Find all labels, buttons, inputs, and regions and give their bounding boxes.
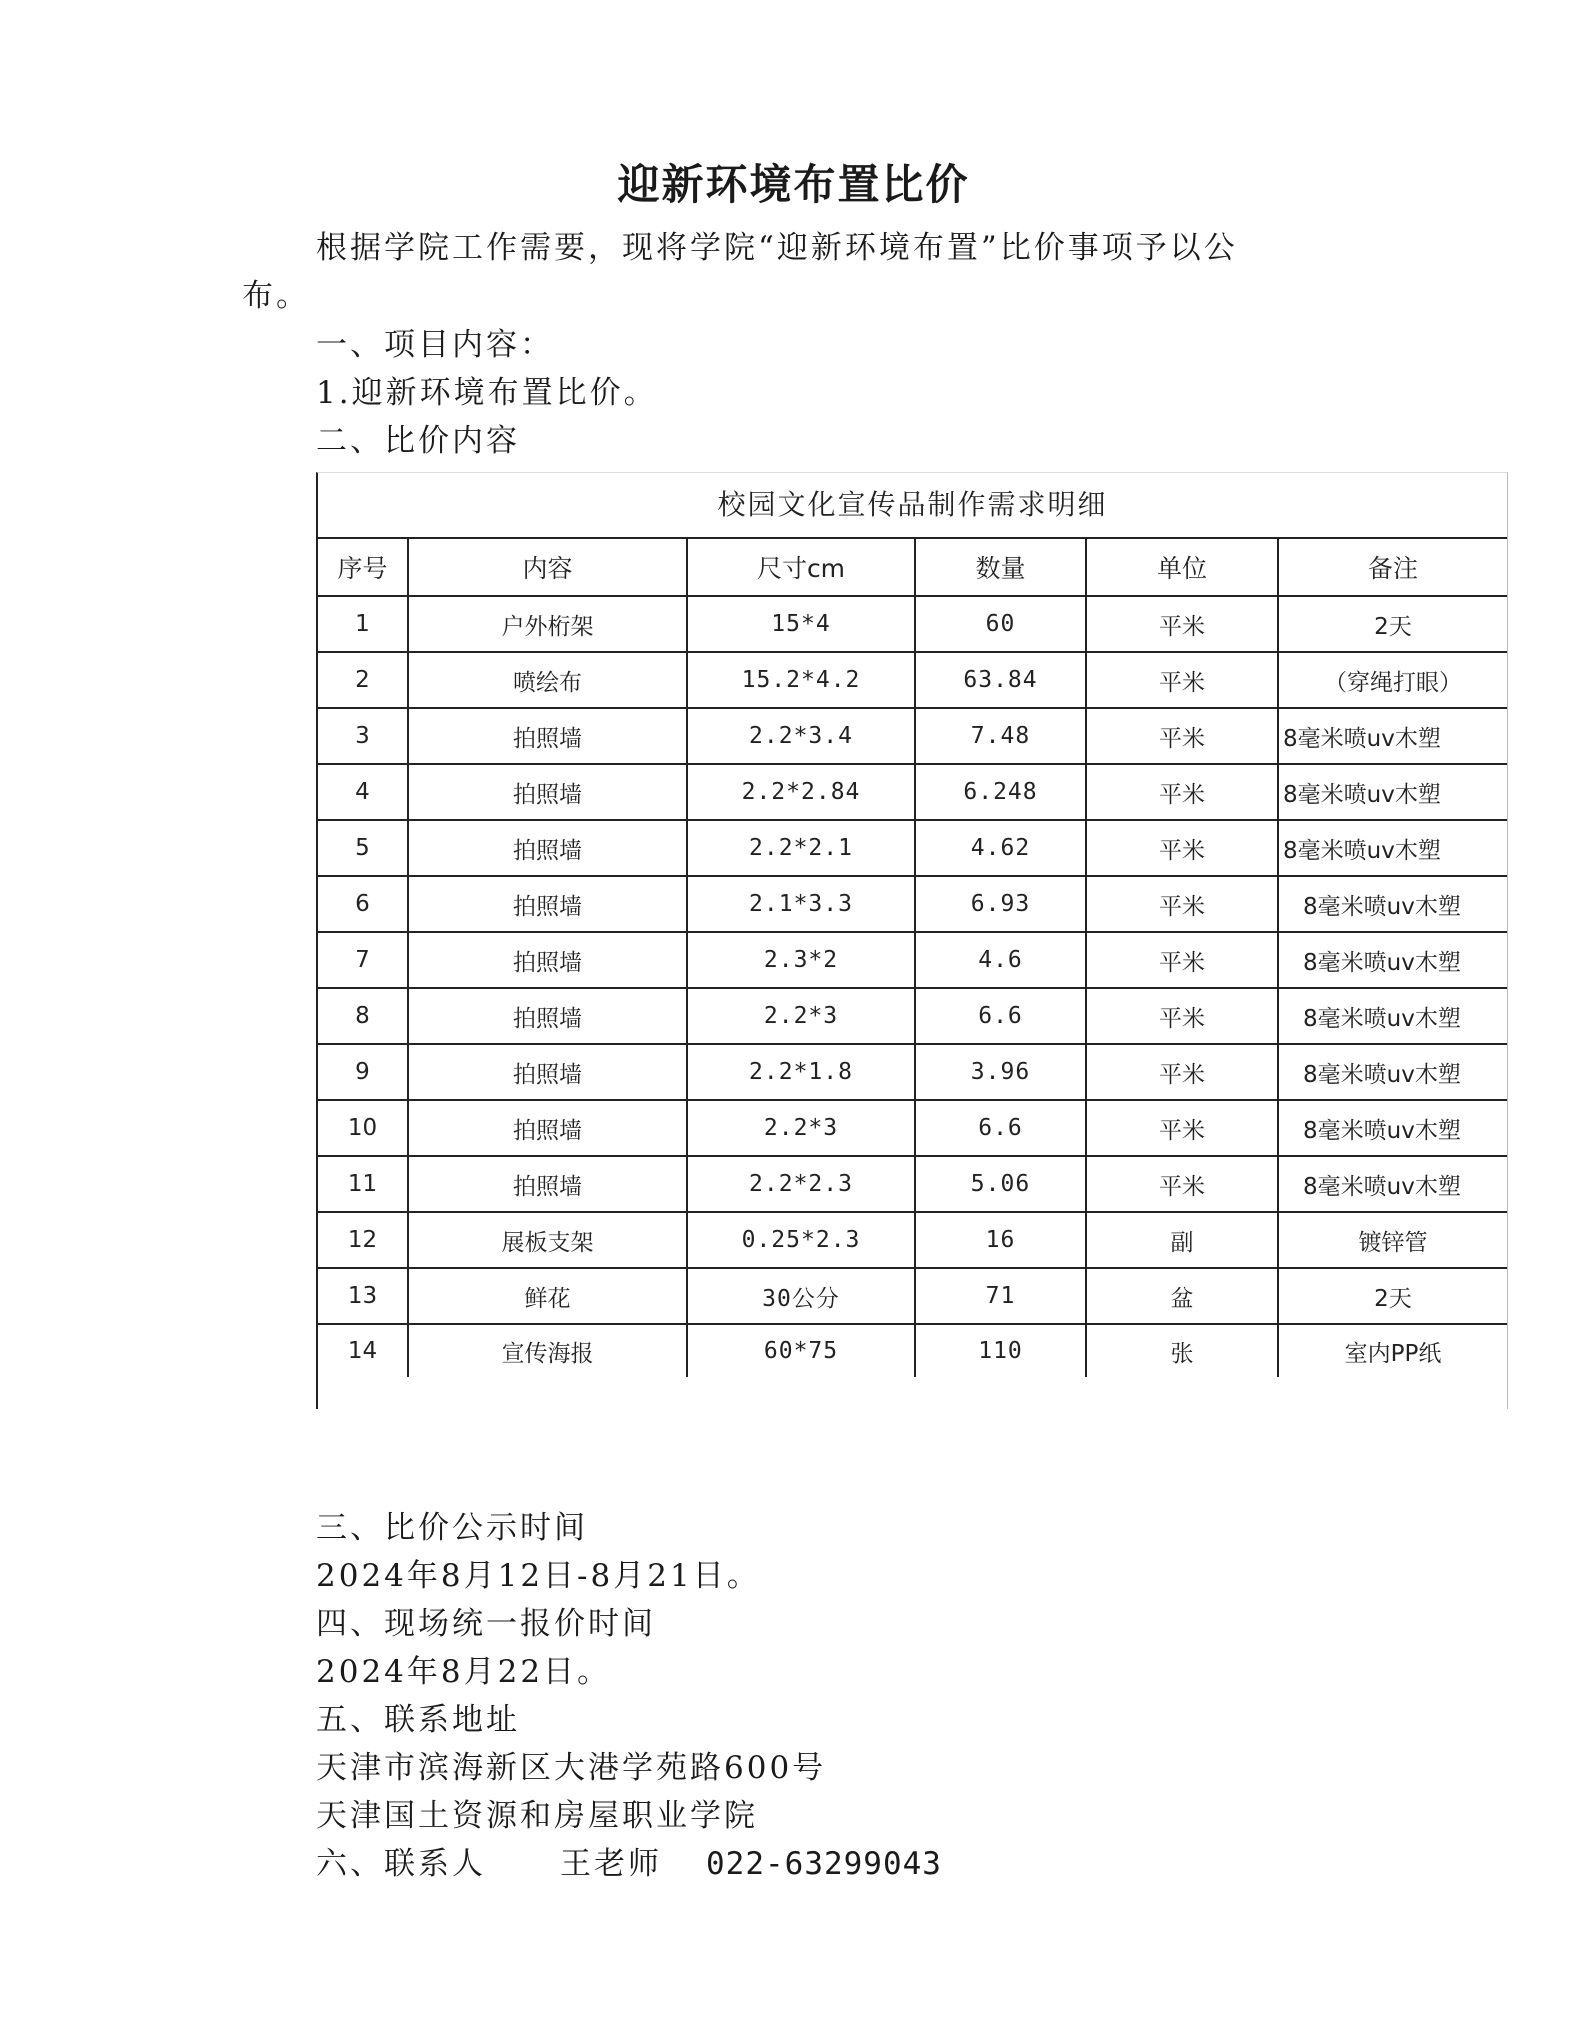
- section4-heading: 四、现场统一报价时间: [316, 1606, 656, 1642]
- cell-size: 2.2*3: [687, 1100, 915, 1156]
- cell-quantity: 60: [915, 596, 1086, 652]
- cell-index: 2: [318, 652, 408, 708]
- intro-paragraph-line2: 布。: [242, 278, 310, 314]
- table-row: [318, 1044, 1507, 1100]
- section2-heading: 二、比价内容: [316, 423, 520, 459]
- cell-remark: 镀锌管: [1278, 1212, 1507, 1268]
- table-header-row: [318, 539, 1507, 596]
- cell-remark: 8毫米喷uv木塑: [1278, 988, 1507, 1044]
- cell-index: 5: [318, 820, 408, 876]
- table-row: [318, 1156, 1507, 1212]
- cell-quantity: 5.06: [915, 1156, 1086, 1212]
- cell-content: 宣传海报: [408, 1324, 687, 1377]
- table-title: 校园文化宣传品制作需求明细: [318, 473, 1507, 539]
- table-row: [318, 1324, 1507, 1377]
- table-row: [318, 820, 1507, 876]
- cell-remark: 8毫米喷uv木塑: [1278, 1100, 1507, 1156]
- cell-size: 2.2*1.8: [687, 1044, 915, 1100]
- cell-size: 2.2*2.84: [687, 764, 915, 820]
- contact-phone: 022-63299043: [706, 1846, 942, 1882]
- cell-quantity: 7.48: [915, 708, 1086, 764]
- table-row: [318, 1268, 1507, 1324]
- cell-content: 鲜花: [408, 1268, 687, 1324]
- cell-remark: 2天: [1278, 1268, 1507, 1324]
- cell-content: 展板支架: [408, 1212, 687, 1268]
- cell-quantity: 4.62: [915, 820, 1086, 876]
- cell-unit: 张: [1086, 1324, 1278, 1377]
- contact-name: 王老师: [560, 1846, 662, 1882]
- cell-index: 3: [318, 708, 408, 764]
- cell-remark: 8毫米喷uv木塑: [1278, 708, 1507, 764]
- cell-content: 喷绘布: [408, 652, 687, 708]
- cell-remark: 8毫米喷uv木塑: [1278, 820, 1507, 876]
- cell-remark: 8毫米喷uv木塑: [1278, 764, 1507, 820]
- cell-unit: 平米: [1086, 988, 1278, 1044]
- section6-heading: 六、联系人: [316, 1846, 486, 1882]
- cell-unit: 盆: [1086, 1268, 1278, 1324]
- requirements-table: [318, 539, 1507, 1377]
- cell-quantity: 110: [915, 1324, 1086, 1377]
- section5-heading: 五、联系地址: [316, 1702, 520, 1738]
- cell-quantity: 6.6: [915, 988, 1086, 1044]
- cell-unit: 平米: [1086, 708, 1278, 764]
- cell-quantity: 71: [915, 1268, 1086, 1324]
- cell-content: 拍照墙: [408, 820, 687, 876]
- cell-size: 2.2*2.1: [687, 820, 915, 876]
- section3-text: 2024年8月12日-8月21日。: [316, 1558, 761, 1594]
- requirements-table-container: [316, 472, 1508, 1409]
- cell-unit: 平米: [1086, 764, 1278, 820]
- cell-size: 2.2*3: [687, 988, 915, 1044]
- cell-unit: 平米: [1086, 652, 1278, 708]
- intro-paragraph-line1: 根据学院工作需要，现将学院“迎新环境布置”比价事项予以公: [316, 230, 1238, 266]
- section1-item: 1.迎新环境布置比价。: [316, 375, 658, 411]
- cell-index: 12: [318, 1212, 408, 1268]
- cell-size: 15.2*4.2: [687, 652, 915, 708]
- header-index: 序号: [318, 539, 408, 596]
- cell-size: 0.25*2.3: [687, 1212, 915, 1268]
- table-row: [318, 988, 1507, 1044]
- table-row: [318, 1212, 1507, 1268]
- cell-quantity: 6.248: [915, 764, 1086, 820]
- table-row: [318, 1100, 1507, 1156]
- document-title: 迎新环境布置比价: [617, 160, 970, 209]
- cell-index: 13: [318, 1268, 408, 1324]
- cell-quantity: 6.93: [915, 876, 1086, 932]
- cell-quantity: 16: [915, 1212, 1086, 1268]
- cell-unit: 平米: [1086, 1100, 1278, 1156]
- cell-content: 拍照墙: [408, 764, 687, 820]
- header-quantity: 数量: [915, 539, 1086, 596]
- table-row: [318, 596, 1507, 652]
- cell-index: 9: [318, 1044, 408, 1100]
- cell-index: 11: [318, 1156, 408, 1212]
- cell-remark: （穿绳打眼）: [1278, 652, 1507, 708]
- cell-content: 拍照墙: [408, 988, 687, 1044]
- cell-size: 30公分: [687, 1268, 915, 1324]
- cell-index: 14: [318, 1324, 408, 1377]
- cell-quantity: 4.6: [915, 932, 1086, 988]
- cell-quantity: 63.84: [915, 652, 1086, 708]
- cell-index: 1: [318, 596, 408, 652]
- table-row: [318, 652, 1507, 708]
- cell-size: 60*75: [687, 1324, 915, 1377]
- cell-content: 拍照墙: [408, 876, 687, 932]
- cell-size: 2.1*3.3: [687, 876, 915, 932]
- cell-remark: 8毫米喷uv木塑: [1278, 932, 1507, 988]
- table-row: [318, 708, 1507, 764]
- table-row: [318, 764, 1507, 820]
- cell-index: 6: [318, 876, 408, 932]
- cell-index: 8: [318, 988, 408, 1044]
- section3-heading: 三、比价公示时间: [316, 1510, 588, 1546]
- cell-unit: 副: [1086, 1212, 1278, 1268]
- cell-remark: 8毫米喷uv木塑: [1278, 1044, 1507, 1100]
- cell-content: 拍照墙: [408, 1100, 687, 1156]
- cell-index: 7: [318, 932, 408, 988]
- cell-size: 2.2*3.4: [687, 708, 915, 764]
- cell-unit: 平米: [1086, 820, 1278, 876]
- cell-unit: 平米: [1086, 876, 1278, 932]
- cell-size: 2.3*2: [687, 932, 915, 988]
- header-remark: 备注: [1278, 539, 1507, 596]
- cell-quantity: 6.6: [915, 1100, 1086, 1156]
- cell-content: 拍照墙: [408, 708, 687, 764]
- table-row: [318, 876, 1507, 932]
- cell-remark: 室内PP纸: [1278, 1324, 1507, 1377]
- cell-size: 2.2*2.3: [687, 1156, 915, 1212]
- cell-size: 15*4: [687, 596, 915, 652]
- cell-remark: 8毫米喷uv木塑: [1278, 876, 1507, 932]
- cell-index: 4: [318, 764, 408, 820]
- section4-text: 2024年8月22日。: [316, 1654, 612, 1690]
- header-unit: 单位: [1086, 539, 1278, 596]
- table-row: [318, 932, 1507, 988]
- header-content: 内容: [408, 539, 687, 596]
- header-size: 尺寸cm: [687, 539, 915, 596]
- section1-heading: 一、项目内容：: [316, 327, 554, 363]
- cell-quantity: 3.96: [915, 1044, 1086, 1100]
- cell-remark: 2天: [1278, 596, 1507, 652]
- cell-unit: 平米: [1086, 932, 1278, 988]
- cell-unit: 平米: [1086, 1044, 1278, 1100]
- cell-unit: 平米: [1086, 596, 1278, 652]
- cell-remark: 8毫米喷uv木塑: [1278, 1156, 1507, 1212]
- cell-content: 户外桁架: [408, 596, 687, 652]
- cell-content: 拍照墙: [408, 1044, 687, 1100]
- cell-content: 拍照墙: [408, 932, 687, 988]
- cell-unit: 平米: [1086, 1156, 1278, 1212]
- cell-content: 拍照墙: [408, 1156, 687, 1212]
- address-line2: 天津国土资源和房屋职业学院: [316, 1798, 758, 1834]
- cell-index: 10: [318, 1100, 408, 1156]
- address-line1: 天津市滨海新区大港学苑路600号: [316, 1750, 827, 1786]
